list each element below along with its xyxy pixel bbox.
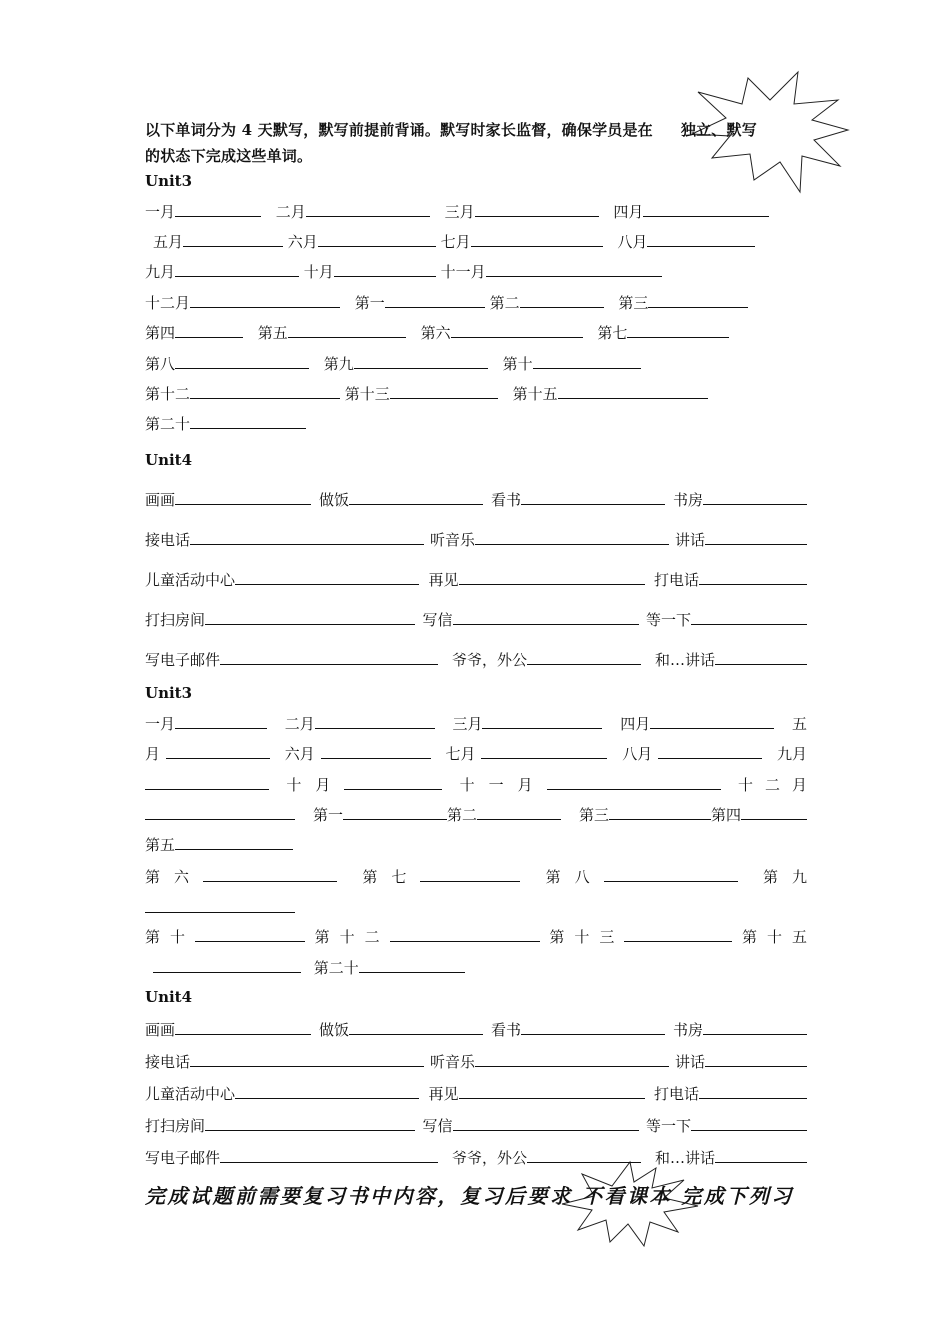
answer-blank[interactable] — [453, 608, 639, 625]
word-label: 讲话 — [674, 1053, 705, 1071]
word-label: 五 — [791, 715, 807, 733]
word-label: 爷爷，外公 — [451, 1149, 527, 1167]
answer-blank[interactable] — [175, 200, 261, 217]
word-label: 三月 — [444, 203, 475, 221]
word-label: 儿童活动中心 — [145, 1085, 236, 1103]
answer-blank[interactable] — [235, 568, 419, 585]
unit3-row-1 — [145, 200, 807, 224]
word-label: 儿童活动中心 — [145, 571, 236, 589]
word-label: 看书 — [490, 1021, 521, 1039]
word-label: 四月 — [620, 715, 651, 733]
answer-blank[interactable] — [349, 1018, 483, 1035]
instruction-line-1a: 以下单词分为 4 天默写，默写前提前背诵。默写时家长监督，确保学员是在 — [145, 121, 653, 139]
answer-blank[interactable] — [220, 648, 438, 665]
answer-blank[interactable] — [486, 260, 662, 277]
answer-blank[interactable] — [190, 291, 340, 308]
unit4-row-4 — [145, 608, 807, 632]
word-label: 第二十 — [145, 415, 191, 433]
unit3b-row-8 — [145, 925, 817, 949]
word-label: 第十五 — [741, 928, 817, 946]
unit4b-row-5 — [145, 1146, 807, 1170]
unit3b-row-6 — [145, 865, 821, 889]
word-label: 第一 — [354, 294, 385, 312]
unit4-row-2 — [145, 528, 807, 552]
word-label: 打扫房间 — [145, 1117, 206, 1135]
unit3b-row-2 — [145, 742, 807, 766]
word-label: 第五 — [145, 836, 176, 854]
unit3-row-2 — [145, 230, 807, 254]
word-label: 九月 — [145, 263, 176, 281]
answer-blank[interactable] — [477, 803, 561, 820]
unit3b-row-3 — [145, 773, 819, 797]
answer-blank[interactable] — [235, 1082, 419, 1099]
word-label: 八月 — [617, 233, 648, 251]
word-label: 第十五 — [512, 385, 558, 403]
answer-blank[interactable] — [609, 803, 711, 820]
answer-blank[interactable] — [647, 230, 755, 247]
word-label: 第九 — [323, 355, 354, 373]
word-label: 接电话 — [145, 531, 191, 549]
unit3b-row-1 — [145, 712, 807, 736]
unit3-row-4 — [145, 291, 807, 315]
answer-blank[interactable] — [190, 1050, 424, 1067]
unit3-row-6 — [145, 352, 807, 376]
answer-blank[interactable] — [315, 712, 435, 729]
answer-blank[interactable] — [166, 742, 270, 759]
unit3b-row-5 — [145, 833, 807, 857]
word-label: 第十三 — [549, 928, 625, 946]
answer-blank[interactable] — [527, 1146, 641, 1163]
answer-blank[interactable] — [359, 956, 465, 973]
word-label: 六月 — [287, 233, 318, 251]
answer-blank[interactable] — [220, 1146, 438, 1163]
answer-blank[interactable] — [190, 528, 424, 545]
word-label: 第四 — [710, 806, 741, 824]
answer-blank[interactable] — [715, 1146, 807, 1163]
answer-blank[interactable] — [343, 803, 447, 820]
word-label: 九月 — [776, 745, 807, 763]
word-label: 再见 — [428, 571, 459, 589]
answer-blank[interactable] — [175, 260, 299, 277]
answer-blank[interactable] — [318, 230, 436, 247]
word-label: 写电子邮件 — [145, 651, 221, 669]
word-label: 第二 — [446, 806, 477, 824]
word-label: 和…讲话 — [654, 651, 715, 669]
answer-blank[interactable] — [691, 608, 807, 625]
answer-blank[interactable] — [741, 803, 807, 820]
word-label: 看书 — [490, 491, 521, 509]
unit4-heading-second: Unit4 — [145, 988, 193, 1006]
answer-blank[interactable] — [190, 412, 306, 429]
answer-blank[interactable] — [385, 291, 485, 308]
word-label: 第十二 — [314, 928, 390, 946]
answer-blank[interactable] — [604, 865, 738, 882]
answer-blank[interactable] — [145, 803, 295, 820]
word-label: 书房 — [672, 491, 703, 509]
answer-blank[interactable] — [521, 1018, 665, 1035]
word-label: 六月 — [284, 745, 315, 763]
answer-blank[interactable] — [153, 956, 301, 973]
unit3-heading: Unit3 — [145, 172, 193, 190]
answer-blank[interactable] — [521, 488, 665, 505]
unit3-heading-second: Unit3 — [145, 684, 193, 702]
answer-blank[interactable] — [475, 1050, 669, 1067]
answer-blank[interactable] — [205, 1114, 415, 1131]
footer-instruction: 完成试题前需要复习书中内容，复习后要求 不看课本 完成下列习 — [145, 1184, 794, 1208]
unit4-row-1 — [145, 488, 807, 512]
word-label: 打电话 — [653, 1085, 699, 1103]
word-label: 画画 — [145, 1021, 176, 1039]
answer-blank[interactable] — [420, 865, 520, 882]
word-label: 第八 — [145, 355, 176, 373]
unit4b-row-4 — [145, 1114, 807, 1138]
answer-blank[interactable] — [175, 712, 267, 729]
word-label: 第六 — [145, 868, 204, 886]
word-label: 写信 — [422, 611, 453, 629]
answer-blank[interactable] — [699, 1082, 807, 1099]
answer-blank[interactable] — [527, 648, 641, 665]
word-label: 第十 — [502, 355, 533, 373]
word-label: 第三 — [618, 294, 649, 312]
word-label: 十月 — [286, 776, 345, 794]
answer-blank[interactable] — [349, 488, 483, 505]
answer-blank[interactable] — [471, 230, 603, 247]
word-label: 第五 — [257, 324, 288, 342]
answer-blank[interactable] — [658, 742, 762, 759]
word-label: 等一下 — [645, 611, 691, 629]
answer-blank[interactable] — [558, 382, 708, 399]
word-label: 等一下 — [645, 1117, 691, 1135]
answer-blank[interactable] — [703, 1018, 807, 1035]
answer-blank[interactable] — [533, 352, 641, 369]
word-label: 第六 — [420, 324, 451, 342]
word-label: 接电话 — [145, 1053, 191, 1071]
answer-blank[interactable] — [648, 291, 748, 308]
word-label: 书房 — [672, 1021, 703, 1039]
word-label: 第一 — [312, 806, 343, 824]
word-label: 做饭 — [318, 1021, 349, 1039]
word-label: 十一月 — [440, 263, 486, 281]
instruction-line-1b: 独立、默写 — [680, 121, 757, 139]
answer-blank[interactable] — [195, 925, 305, 942]
answer-blank[interactable] — [453, 1114, 639, 1131]
word-label: 七月 — [440, 233, 471, 251]
answer-blank[interactable] — [451, 321, 583, 338]
answer-blank[interactable] — [175, 321, 243, 338]
word-label: 一月 — [145, 715, 176, 733]
answer-blank[interactable] — [145, 773, 269, 790]
word-label: 二月 — [284, 715, 315, 733]
answer-blank[interactable] — [205, 608, 415, 625]
word-label: 第九 — [762, 868, 821, 886]
word-label: 听音乐 — [429, 531, 475, 549]
unit4b-row-3 — [145, 1082, 807, 1106]
answer-blank[interactable] — [175, 833, 293, 850]
answer-blank[interactable] — [334, 260, 436, 277]
word-label: 十月 — [303, 263, 334, 281]
answer-blank[interactable] — [390, 925, 540, 942]
answer-blank[interactable] — [643, 200, 769, 217]
answer-blank[interactable] — [475, 200, 599, 217]
word-label: 讲话 — [674, 531, 705, 549]
unit3-row-5 — [145, 321, 807, 345]
unit3-row-3 — [145, 260, 807, 284]
answer-blank[interactable] — [547, 773, 721, 790]
answer-blank[interactable] — [288, 321, 406, 338]
answer-blank[interactable] — [459, 568, 645, 585]
answer-blank[interactable] — [190, 382, 340, 399]
answer-blank[interactable] — [715, 648, 807, 665]
word-label: 八月 — [622, 745, 653, 763]
answer-blank[interactable] — [344, 773, 442, 790]
answer-blank[interactable] — [390, 382, 498, 399]
word-label: 第八 — [545, 868, 604, 886]
word-label: 写电子邮件 — [145, 1149, 221, 1167]
unit4b-row-2 — [145, 1050, 807, 1074]
word-label: 第十二 — [145, 385, 191, 403]
word-label: 第四 — [145, 324, 176, 342]
word-label: 听音乐 — [429, 1053, 475, 1071]
answer-blank[interactable] — [481, 742, 607, 759]
word-label: 爷爷，外公 — [451, 651, 527, 669]
word-label: 做饭 — [318, 491, 349, 509]
unit4b-row-1 — [145, 1018, 807, 1042]
word-label: 再见 — [428, 1085, 459, 1103]
unit3-row-7 — [145, 382, 807, 406]
answer-blank[interactable] — [203, 865, 337, 882]
word-label: 五月 — [153, 233, 184, 251]
unit3b-row-7 — [145, 896, 807, 920]
unit4-row-5 — [145, 648, 807, 672]
unit3b-row-9 — [145, 956, 807, 980]
word-label: 二月 — [275, 203, 306, 221]
answer-blank[interactable] — [691, 1114, 807, 1131]
answer-blank[interactable] — [175, 488, 311, 505]
word-label: 第二 — [489, 294, 520, 312]
answer-blank[interactable] — [705, 528, 807, 545]
answer-blank[interactable] — [624, 925, 732, 942]
word-label: 第十 — [145, 928, 196, 946]
answer-blank[interactable] — [482, 712, 602, 729]
word-label: 第二十 — [313, 959, 359, 977]
answer-blank[interactable] — [705, 1050, 807, 1067]
word-label: 画画 — [145, 491, 176, 509]
word-label: 十二月 — [145, 294, 191, 312]
word-label: 七月 — [445, 745, 476, 763]
word-label: 月 — [145, 745, 161, 763]
answer-blank[interactable] — [650, 712, 774, 729]
word-label: 四月 — [613, 203, 644, 221]
unit3-row-8 — [145, 412, 807, 436]
unit4-row-3 — [145, 568, 807, 592]
answer-blank[interactable] — [703, 488, 807, 505]
instruction-line-2: 的状态下完成这些单词。 — [145, 147, 313, 165]
unit4-heading: Unit4 — [145, 451, 193, 469]
word-label: 第三 — [578, 806, 609, 824]
answer-blank[interactable] — [459, 1082, 645, 1099]
answer-blank[interactable] — [627, 321, 729, 338]
word-label: 第七 — [597, 324, 628, 342]
answer-blank[interactable] — [321, 742, 431, 759]
answer-blank[interactable] — [699, 568, 807, 585]
answer-blank[interactable] — [520, 291, 604, 308]
word-label: 三月 — [452, 715, 483, 733]
word-label: 一月 — [145, 203, 176, 221]
word-label: 第十三 — [344, 385, 390, 403]
answer-blank[interactable] — [354, 352, 488, 369]
answer-blank[interactable] — [306, 200, 430, 217]
word-label: 和…讲话 — [654, 1149, 715, 1167]
word-label: 打扫房间 — [145, 611, 206, 629]
word-label: 第七 — [362, 868, 421, 886]
answer-blank[interactable] — [183, 230, 283, 247]
answer-blank[interactable] — [145, 896, 295, 913]
word-label: 写信 — [422, 1117, 453, 1135]
answer-blank[interactable] — [175, 1018, 311, 1035]
answer-blank[interactable] — [475, 528, 669, 545]
instruction-paragraph — [145, 117, 825, 169]
word-label: 十一月 — [459, 776, 547, 794]
unit3b-row-4 — [145, 803, 807, 827]
word-label: 打电话 — [653, 571, 699, 589]
answer-blank[interactable] — [175, 352, 309, 369]
word-label: 十二月 — [737, 776, 819, 794]
